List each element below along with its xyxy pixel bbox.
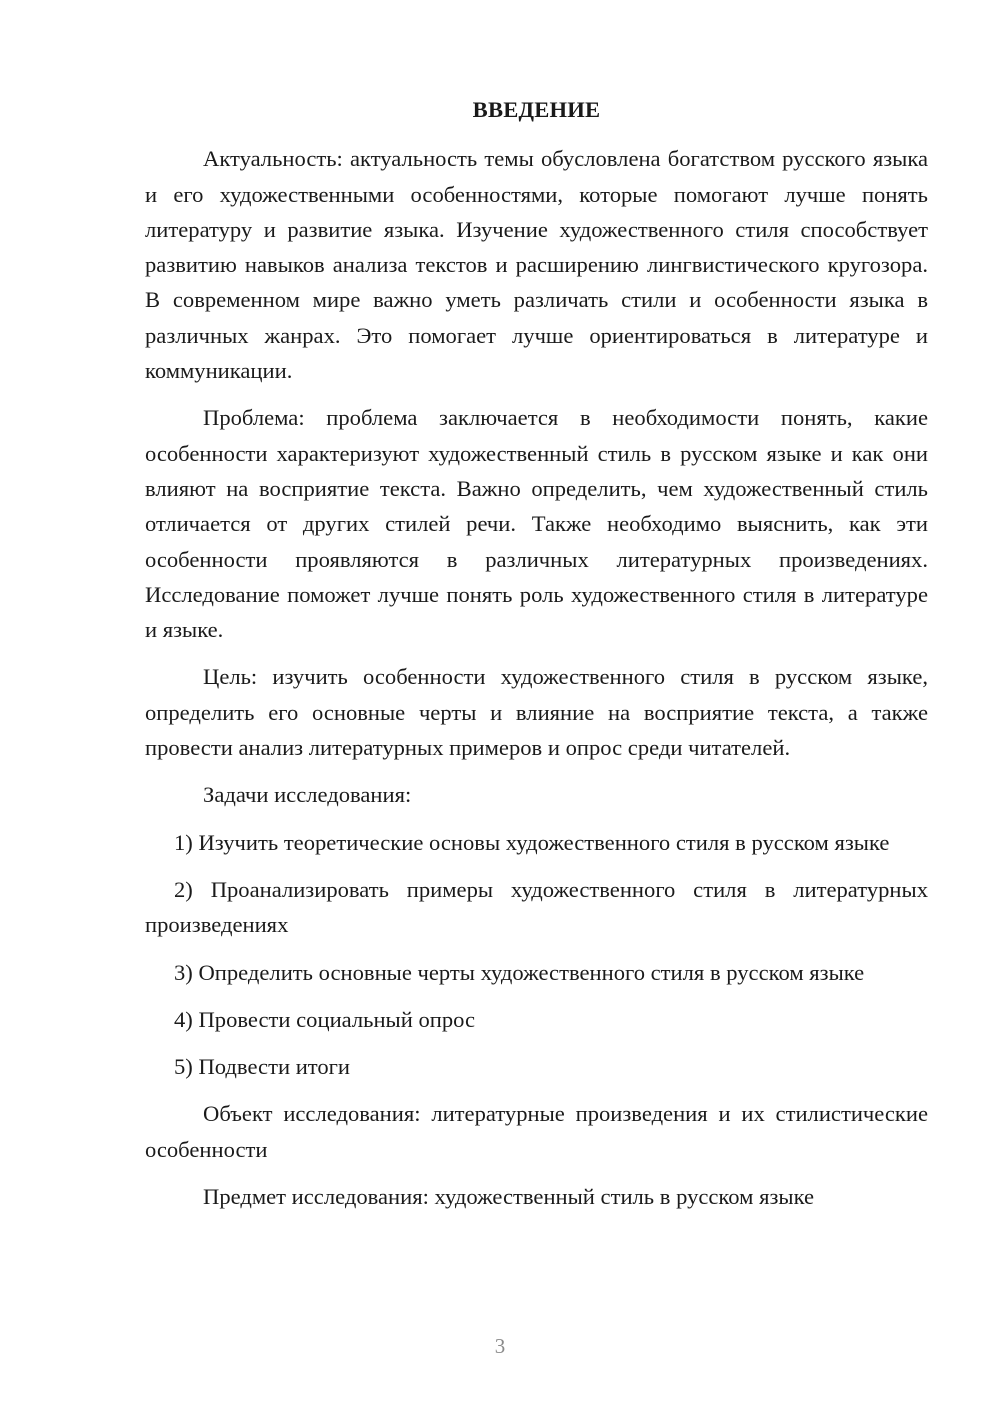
subject-paragraph: Предмет исследования: художественный стиль в русском языке: [203, 1184, 815, 1210]
page-number: 3: [494, 1334, 506, 1358]
tasks-heading: Задачи исследования:: [203, 782, 412, 808]
document-page: [145, 92, 928, 1226]
relevance-paragraph: Актуальность: актуальность темы обусловлена богатством русского языка и его художественными особенностями, которые помогают лучше понять литературу и развитие языка. Изучение художественного стиля способствует развитию навыков анализа текстов и расширению лингвистического кругозора. В современном мире важно уметь различать стили и особенности языка в различных жанрах. Это помогает лучше ориентироваться в литературе и коммуникации.: [145, 146, 928, 384]
section-title: ВВЕДЕНИЕ: [472, 97, 601, 122]
task-item: 5) Подвести итоги: [174, 1054, 351, 1080]
task-item: 4) Провести социальный опрос: [174, 1006, 476, 1032]
problem-paragraph: Проблема: проблема заключается в необходимости понять, какие особенности характеризуют художественный стиль в русском языке и как они влияют на восприятие текста. Важно определить, чем художественный стиль отличается от других стилей речи. Также необходимо выяснить, как эти особенности проявляются в различных литературных произведениях. Исследование поможет лучше понять роль художественного стиля в литературе и языке.: [145, 405, 928, 643]
goal-paragraph: Цель: изучить особенности художественного стиля в русском языке, определить его основные черты и влияние на восприятие текста, а также провести анализ литературных примеров и опрос среди читателей.: [145, 664, 928, 761]
object-paragraph: Объект исследования: литературные произведения и их стилистические особенности: [145, 1101, 928, 1162]
task-item: 3) Определить основные черты художественного стиля в русском языке: [174, 959, 865, 985]
task-item: 1) Изучить теоретические основы художественного стиля в русском языке: [174, 829, 890, 855]
task-item: 2) Проанализировать примеры художественного стиля в литературных произведениях: [145, 876, 928, 938]
